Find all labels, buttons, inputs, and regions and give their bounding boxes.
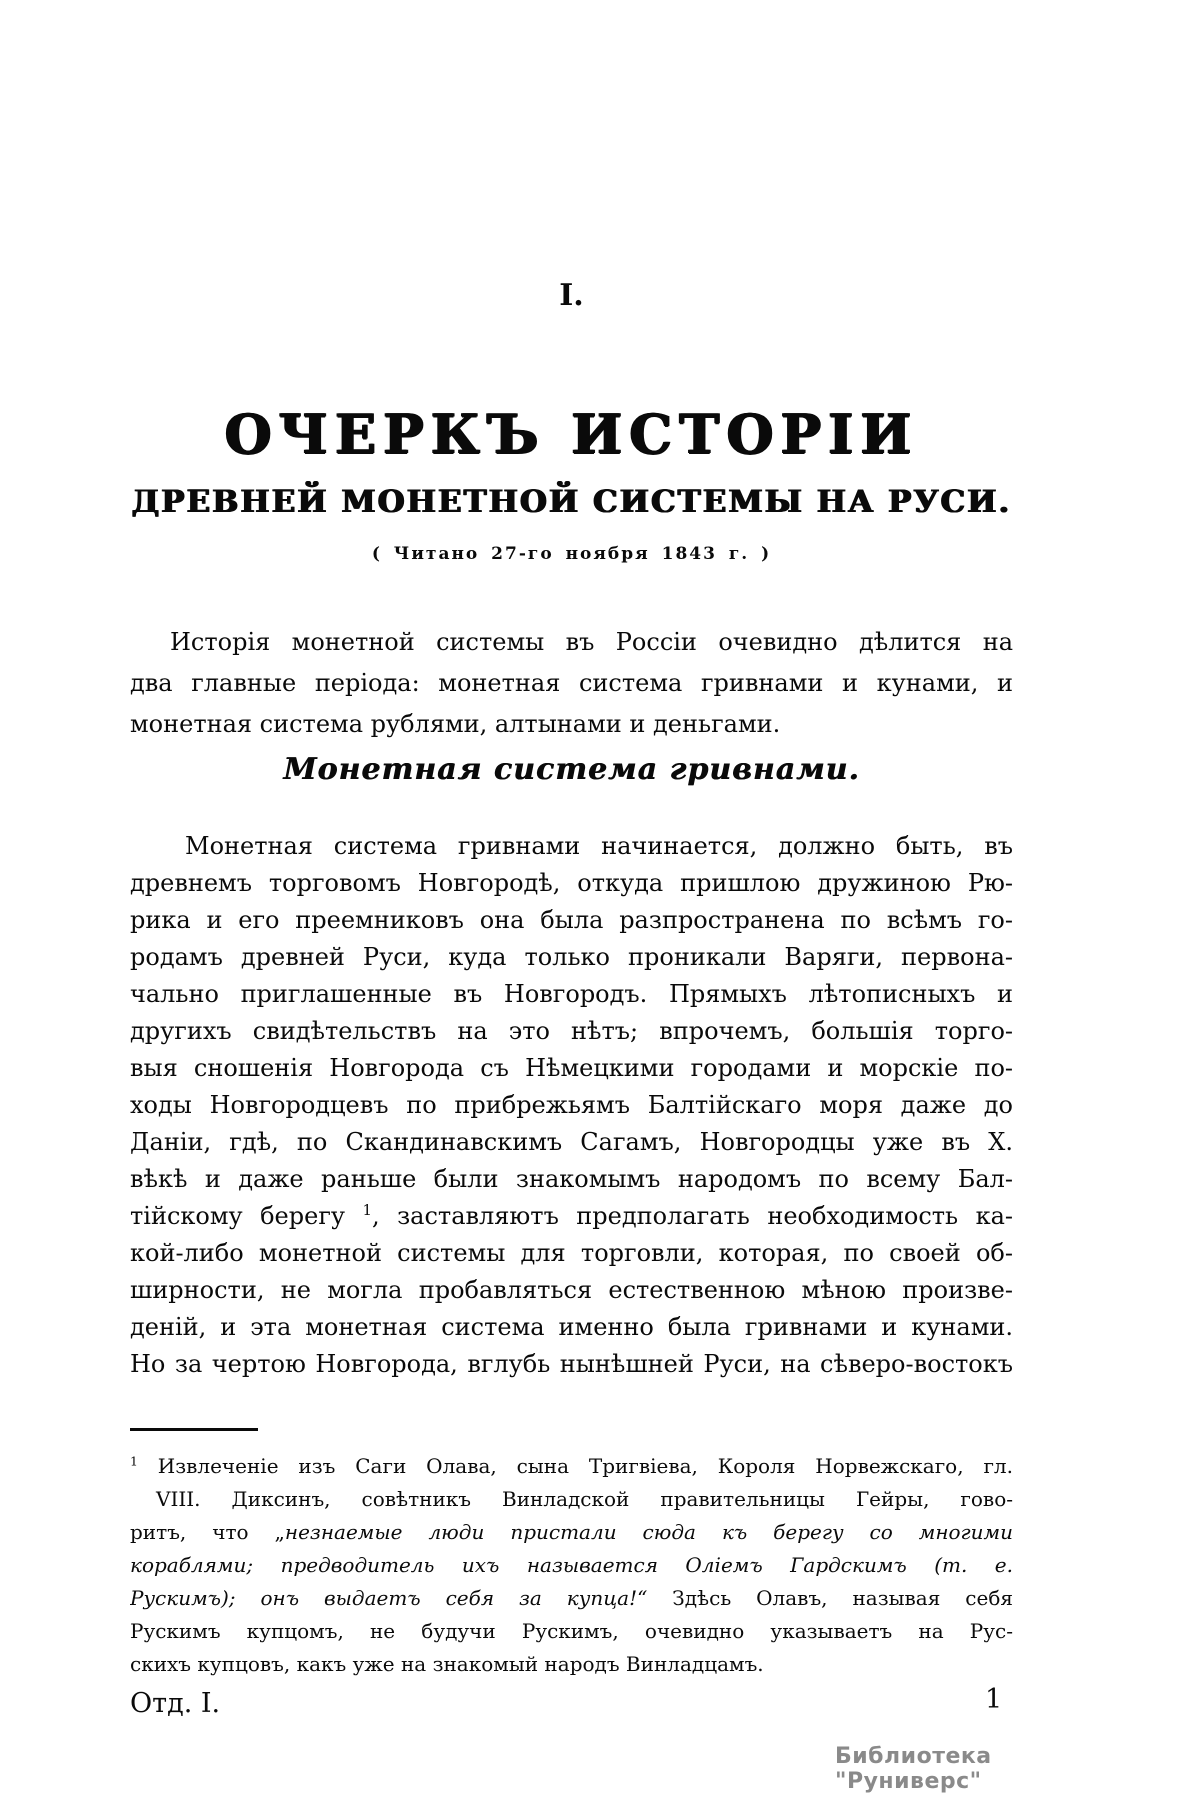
text-line [130,1124,1013,1161]
footnote-marker: 1 [130,1453,138,1469]
page-subtitle: ДРЕВНЕЙ МОНЕТНОЙ СИСТЕМЫ НА РУСИ. [131,484,1012,520]
library-watermark: Библиотека "Руниверс" [835,1744,992,1794]
text-line [130,939,1013,976]
text-line [130,1235,1013,1272]
text-segment: Но за чертою Новгорода, вглубь нынѣшней Руси, на сѣверо-востокъ [130,1350,1013,1378]
footnote-marker: 1 [362,1201,372,1219]
text-line [130,622,1013,663]
text-segment: родамъ древней Руси, куда только проникали Варяги, первона- [130,943,1013,971]
text-segment: рика и его преемниковъ она была разпространена по всѣмъ го- [130,906,1013,934]
text-line [130,1050,1013,1087]
text-segment: монетная система рублями, алтынами и деньгами. [130,710,781,738]
text-segment: Монетная система гривнами начинается, должно быть, въ [185,832,1013,860]
text-segment: незнаемые люди пристали сюда къ берегу со многими [284,1520,1013,1544]
intro-paragraph [130,622,1013,745]
text-segment: Извлеченіе изъ Саги Олава, сына Тригвіева, Короля Норвежскаго, гл. [137,1454,1013,1478]
page-number: 1 [985,1684,1003,1715]
text-line [130,1483,1013,1516]
text-line [130,1161,1013,1198]
text-segment: Рускимъ); онъ выдаетъ себя за купца!“ [130,1586,648,1610]
text-segment: выя сношенія Новгорода съ Нѣмецкими городами и морскіе по- [130,1054,1013,1082]
text-segment: , заставляютъ предполагать необходимость ка- [371,1202,1013,1230]
text-line [130,828,1013,865]
text-segment: два главные періода: монетная система гривнами и кунами, и [130,669,1013,697]
text-line [130,1272,1013,1309]
text-segment: тійскому берегу [130,1202,363,1230]
text-line [130,1013,1013,1050]
text-segment: деній, и эта монетная система именно была гривнами и кунами. [130,1313,1013,1341]
text-segment: ритъ, что „ [130,1520,285,1544]
page-title: ОЧЕРКЪ ИСТОРІИ [224,402,919,466]
text-line [130,1516,1013,1549]
footnote [130,1450,1013,1681]
text-segment: чально приглашенные въ Новгородъ. Прямыхъ лѣтописныхъ и [130,980,1013,1008]
text-line [130,1198,1013,1235]
section-number: I. [559,278,584,313]
text-segment: скихъ купцовъ, какъ уже на знакомый народъ Винладцамъ. [130,1652,764,1676]
read-date-note: ( Читано 27-го ноября 1843 г. ) [371,544,772,564]
signature-mark: Отд. I. [130,1688,221,1719]
text-line [130,663,1013,704]
text-segment: ходы Новгородцевъ по прибрежьямъ Балтійскаго моря даже до [130,1091,1013,1119]
text-segment: кораблями; предводитель ихъ называется Оліемъ Гардскимъ (т. е. [130,1553,1013,1577]
text-line [130,902,1013,939]
text-line [130,1615,1013,1648]
text-line [130,704,1013,745]
text-segment: VIII. Диксинъ, совѣтникъ Винладской правительницы Гейры, гово- [156,1487,1013,1511]
text-line [130,1648,1013,1681]
text-segment: Здѣсь Олавъ, называя себя [647,1586,1013,1610]
text-line [130,1087,1013,1124]
text-segment: Рускимъ купцомъ, не будучи Рускимъ, очевидно указываетъ на Рус- [130,1619,1013,1643]
footnote-divider [130,1428,258,1431]
text-segment: ширности, не могла пробавляться естественною мѣною произве- [130,1276,1013,1304]
text-segment: Даніи, гдѣ, по Скандинавскимъ Сагамъ, Новгородцы уже въ X. [130,1128,1013,1156]
text-segment: Исторія монетной системы въ Россіи очевидно дѣлится на [170,628,1013,656]
text-line [130,1582,1013,1615]
text-line [130,976,1013,1013]
text-segment: древнемъ торговомъ Новгородѣ, откуда пришлою дружиною Рю- [130,869,1013,897]
text-line [130,1346,1013,1383]
text-line [130,1549,1013,1582]
text-segment: другихъ свидѣтельствъ на это нѣтъ; впрочемъ, большія торго- [130,1017,1013,1045]
body-paragraph [130,828,1013,1383]
text-line [130,865,1013,902]
text-line [130,1309,1013,1346]
text-segment: вѣкѣ и даже раньше были знакомымъ народомъ по всему Бал- [130,1165,1013,1193]
text-line [130,1450,1013,1483]
text-segment: кой-либо монетной системы для торговли, которая, по своей об- [130,1239,1013,1267]
section-heading: Монетная система гривнами. [283,752,860,787]
